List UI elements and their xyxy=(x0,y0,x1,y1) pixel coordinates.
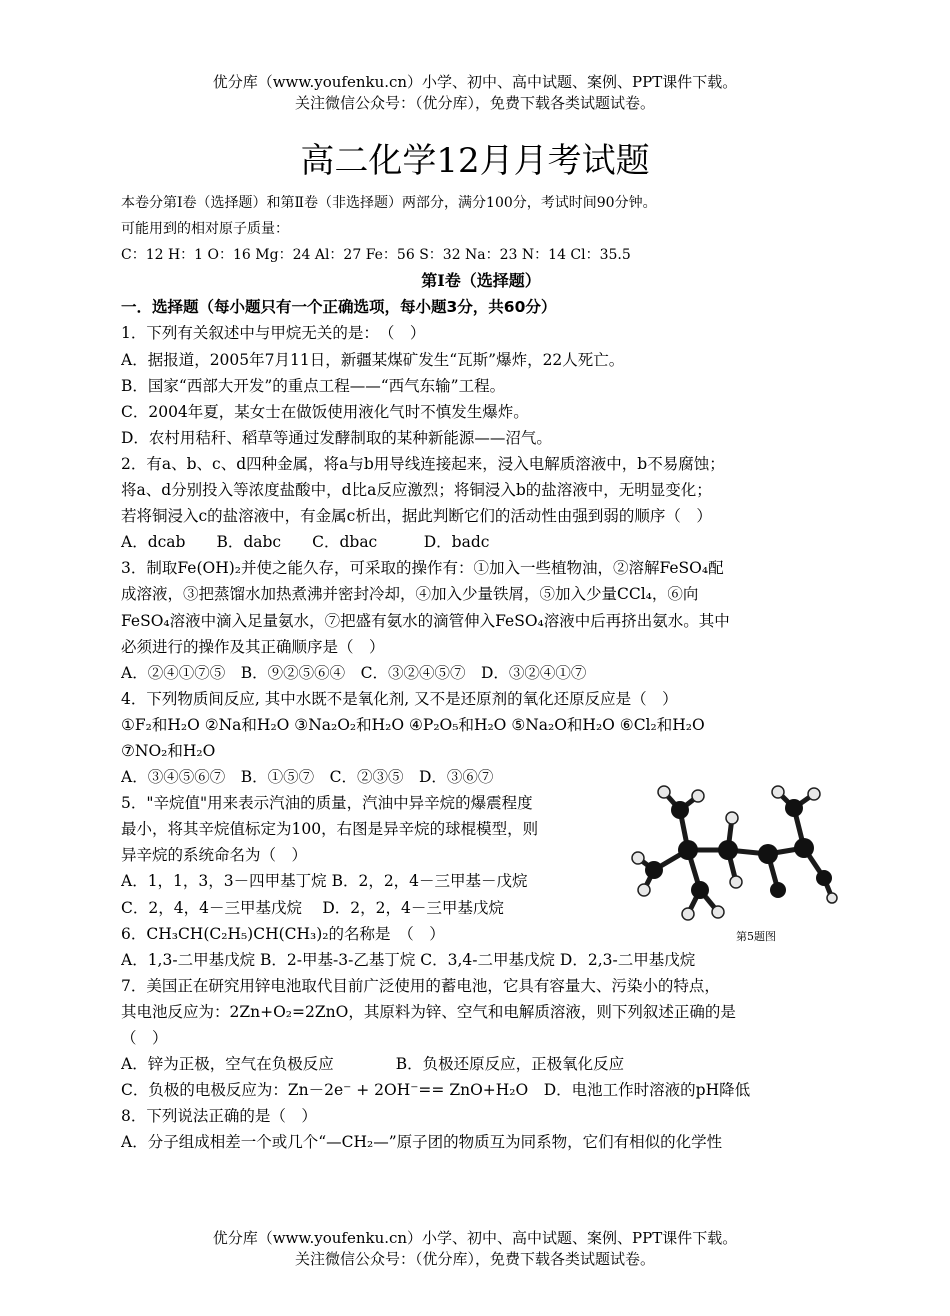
section-title: 第Ⅰ卷（选择题） xyxy=(421,271,541,291)
footer-line-1: 优分库（www.youfenku.cn）小学、初中、高中试题、案例、PPT课件下载。 xyxy=(212,1229,738,1247)
question-3-line-4: 必须进行的操作及其正确顺序是（ ） xyxy=(121,637,385,656)
q8-option-a: A．分子组成相差一个或几个“—CH₂—”原子团的物质互为同系物，它们有相似的化学性 xyxy=(121,1133,723,1152)
footer-line-2: 关注微信公众号：（优分库），免费下载各类试题试卷。 xyxy=(294,1250,655,1268)
question-8: 8．下列说法正确的是（ ） xyxy=(121,1107,317,1126)
q6-options: A．1,3-二甲基戊烷 B．2-甲基-3-乙基丁烷 C．3,4-二甲基戊烷 D．2,3-二甲基戊烷 xyxy=(121,950,696,969)
section-instructions: 一．选择题（每小题只有一个正确选项，每小题3分，共60分） xyxy=(121,298,557,317)
question-2-line-1: 2．有a、b、c、d四种金属，将a与b用导线连接起来，浸入电解质溶液中，b不易腐蚀； xyxy=(121,454,725,473)
question-1: 1．下列有关叙述中与甲烷无关的是： （ ） xyxy=(121,324,426,343)
q1-option-c: C．2004年夏，某女士在做饭使用液化气时不慎发生爆炸。 xyxy=(121,402,529,421)
q1-option-b: B．国家“西部大开发”的重点工程——“西气东输”工程。 xyxy=(121,376,506,395)
q1-option-a: A．据报道，2005年7月11日，新疆某煤矿发生“瓦斯”爆炸，22人死亡。 xyxy=(121,350,625,369)
exam-intro: 本卷分第Ⅰ卷（选择题）和第Ⅱ卷（非选择题）两部分，满分100分，考试时间90分钟。 xyxy=(121,195,657,211)
question-2-line-2: 将a、d分别投入等浓度盐酸中，d比a反应激烈；将铜浸入b的盐溶液中，无明显变化； xyxy=(121,481,712,500)
q4-options: A．③④⑤⑥⑦ B．①⑤⑦ C．②③⑤ D．③⑥⑦ xyxy=(121,768,494,787)
question-3-line-1: 3．制取Fe(OH)₂并使之能久存，可采取的操作有：①加入一些植物油，②溶解FeSO₄配 xyxy=(121,559,724,578)
exam-body xyxy=(121,190,841,1155)
isooctane-ball-stick-model xyxy=(628,778,838,946)
question-7-line-1: 7．美国正在研究用锌电池取代目前广泛使用的蓄电池，它具有容量大、污染小的特点， xyxy=(121,976,720,995)
question-7-line-3: （ ） xyxy=(121,1029,168,1047)
question-3-line-2: 成溶液，③把蒸馏水加热煮沸并密封冷却，④加入少量铁屑，⑤加入少量CCl₄，⑥向 xyxy=(121,585,699,604)
page-footer xyxy=(0,1228,950,1270)
q7-options-ab: A．锌为正极，空气在负极反应 B．负极还原反应，正极氧化反应 xyxy=(121,1055,625,1074)
question-3-line-3: FeSO₄溶液中滴入足量氨水，⑦把盛有氨水的滴管伸入FeSO₄溶液中后再挤出氨水。其中 xyxy=(121,611,730,630)
q5-options-ab: A．1，1，3，3－四甲基丁烷 B．2，2，4－三甲基－戊烷 xyxy=(121,872,528,891)
header-line-1: 优分库（www.youfenku.cn）小学、初中、高中试题、案例、PPT课件下载。 xyxy=(212,73,738,91)
question-2-line-3: 若将铜浸入c的盐溶液中，有金属c析出，据此判断它们的活动性由强到弱的顺序（ ） xyxy=(121,507,712,526)
atomic-mass-label: 可能用到的相对原子质量： xyxy=(121,221,289,238)
q1-option-d: D．农村用秸秆、稻草等通过发酵制取的某种新能源——沼气。 xyxy=(121,428,552,447)
question-5-line-3: 异辛烷的系统命名为（ ） xyxy=(121,846,308,865)
question-4: 4．下列物质间反应, 其中水既不是氧化剂, 又不是还原剂的氧化还原反应是（ ） xyxy=(121,689,678,708)
question-7-line-2: 其电池反应为：2Zn+O₂=2ZnO，其原料为锌、空气和电解质溶液，则下列叙述正确的是 xyxy=(121,1002,736,1021)
q7-options-cd: C．负极的电极反应为：Zn－2e⁻ + 2OH⁻== ZnO+H₂O D．电池工作时溶液的pH降低 xyxy=(121,1081,751,1100)
question-6: 6．CH₃CH(C₂H₅)CH(CH₃)₂的名称是 （ ） xyxy=(121,924,445,943)
header-line-2: 关注微信公众号：（优分库），免费下载各类试题试卷。 xyxy=(294,94,655,112)
question-5-line-2: 最小，将其辛烷值标定为100，右图是异辛烷的球棍模型，则 xyxy=(121,820,539,839)
exam-title: 高二化学12月月考试题 xyxy=(300,141,650,181)
figure-caption: 第5题图 xyxy=(736,930,776,943)
page-header xyxy=(0,72,950,114)
q2-options: A．dcab B．dabc C．dbac D．badc xyxy=(121,533,490,552)
q5-options-cd: C．2，4，4－三甲基戊烷 D．2，2，4－三甲基戊烷 xyxy=(121,898,504,917)
question-5-line-1: 5．"辛烷值"用来表示汽油的质量，汽油中异辛烷的爆震程度 xyxy=(121,794,533,813)
q4-reactions-2: ⑦NO₂和H₂O xyxy=(121,741,216,760)
atomic-mass-values: C：12 H：1 O：16 Mg：24 Al：27 Fe：56 S：32 Na：23 N：14 Cl：35.5 xyxy=(121,247,631,264)
q4-reactions-1: ①F₂和H₂O ②Na和H₂O ③Na₂O₂和H₂O ④P₂O₅和H₂O ⑤Na₂O和H₂O ⑥Cl₂和H₂O xyxy=(121,715,705,734)
q3-options: A．②④①⑦⑤ B．⑨②⑤⑥④ C．③②④⑤⑦ D．③②④①⑦ xyxy=(121,663,587,682)
